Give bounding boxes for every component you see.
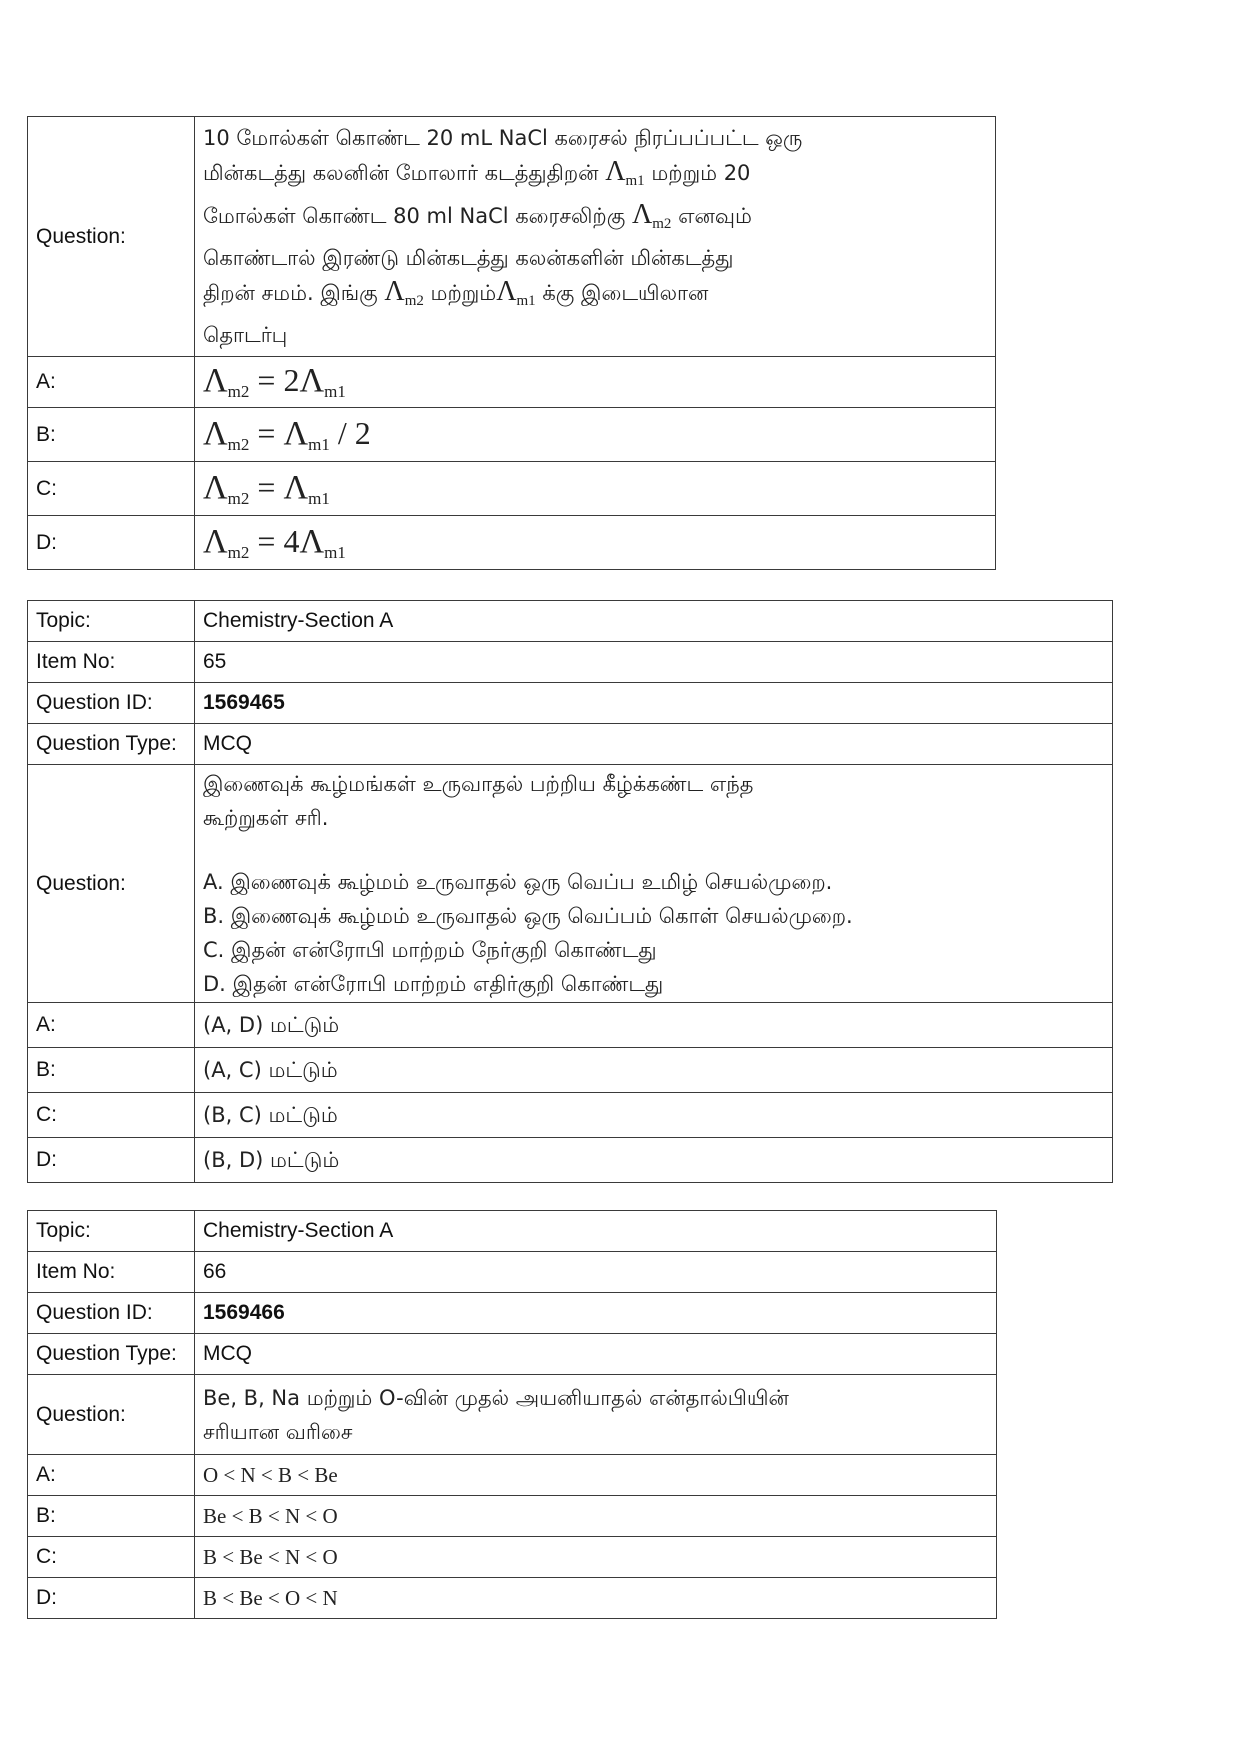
option-label-c: C: <box>28 462 195 516</box>
option-a-formula: $\Lambda_{m2} = 2\Lambda_{m1}$ <box>195 357 996 408</box>
question-line: மோல்கள் கொண்ட 80 ml NaCl கரைசலிற்கு $\Lambda_{m2}$ எனவும் <box>203 199 752 232</box>
option-c-text: B < Be < N < O <box>195 1537 997 1578</box>
lambda-symbol: Λ <box>384 276 405 307</box>
option-row-c <box>28 1537 997 1578</box>
statement-b: B. இணைவுக் கூழ்மம் உருவாதல் ஒரு வெப்பம் கொள் செயல்முறை. <box>203 903 853 928</box>
question-text <box>195 1375 997 1455</box>
option-label-b: B: <box>28 1496 195 1537</box>
item-row <box>28 1252 997 1293</box>
question-type-row <box>28 1334 997 1375</box>
question-id-label: Question ID: <box>28 683 195 724</box>
question-text <box>195 765 1113 1003</box>
topic-row <box>28 1211 997 1252</box>
topic-label: Topic: <box>28 601 195 642</box>
option-label-c: C: <box>28 1537 195 1578</box>
question-id-row <box>28 1293 997 1334</box>
question-type-value: MCQ <box>195 1334 997 1375</box>
option-label-d: D: <box>28 1138 195 1183</box>
topic-label: Topic: <box>28 1211 195 1252</box>
option-label-a: A: <box>28 1003 195 1048</box>
lambda-symbol: Λ <box>605 156 626 187</box>
option-row-a <box>28 357 996 408</box>
item-no-label: Item No: <box>28 642 195 683</box>
question-row <box>28 765 1113 1003</box>
question-line: 10 மோல்கள் கொண்ட 20 mL NaCl கரைசல் நிரப்பப்பட்ட ஒரு <box>203 126 803 150</box>
option-d-formula: $\Lambda_{m2} = 4\Lambda_{m1}$ <box>195 516 996 570</box>
question-label: Question: <box>28 1375 195 1455</box>
option-c-text: (B, C) மட்டும் <box>195 1093 1113 1138</box>
option-row-d <box>28 1138 1113 1183</box>
question-label: Question: <box>28 765 195 1003</box>
question-type-value: MCQ <box>195 724 1113 765</box>
question-label: Question: <box>28 117 195 357</box>
question-line: Be, B, Na மற்றும் O-வின் முதல் அயனியாதல் என்தால்பியின் <box>203 1385 789 1410</box>
question-id-value: 1569466 <box>195 1293 997 1334</box>
option-row-a <box>28 1455 997 1496</box>
option-a-text: O < N < B < Be <box>195 1455 997 1496</box>
question-table-2 <box>27 600 1113 1183</box>
item-no-value: 65 <box>195 642 1113 683</box>
item-no-label: Item No: <box>28 1252 195 1293</box>
option-b-text: (A, C) மட்டும் <box>195 1048 1113 1093</box>
question-line: கொண்டால் இரண்டு மின்கடத்து கலன்களின் மின்கடத்து <box>203 246 734 270</box>
question-text <box>195 117 996 357</box>
question-row <box>28 1375 997 1455</box>
option-row-b <box>28 1048 1113 1093</box>
option-a-text: (A, D) மட்டும் <box>195 1003 1113 1048</box>
option-label-d: D: <box>28 516 195 570</box>
question-id-value: 1569465 <box>195 683 1113 724</box>
statement-a: A. இணைவுக் கூழ்மம் உருவாதல் ஒரு வெப்ப உமிழ் செயல்முறை. <box>203 869 833 894</box>
question-line: இணைவுக் கூழ்மங்கள் உருவாதல் பற்றிய கீழ்க்கண்ட எந்த <box>203 771 754 796</box>
option-b-formula: $\Lambda_{m2} = \Lambda_{m1} / 2$ <box>195 408 996 462</box>
question-line: திறன் சமம். இங்கு $\Lambda_{m2}$ $மற்றும்\Lambda_{m1}$ க்கு இடையிலான <box>203 276 709 309</box>
option-c-formula: $\Lambda_{m2} = \Lambda_{m1}$ <box>195 462 996 516</box>
statement-c: C. இதன் என்ரோபி மாற்றம் நேர்குறி கொண்டது <box>203 937 657 962</box>
option-row-c <box>28 1093 1113 1138</box>
question-line: கூற்றுகள் சரி. <box>203 805 329 830</box>
option-label-d: D: <box>28 1578 195 1619</box>
option-label-c: C: <box>28 1093 195 1138</box>
option-label-a: A: <box>28 357 195 408</box>
question-row <box>28 117 996 357</box>
topic-row <box>28 601 1113 642</box>
question-line: மின்கடத்து கலனின் மோலார் கடத்துதிறன் $\Lambda_{m1}$ மற்றும் 20 <box>203 156 751 189</box>
option-label-b: B: <box>28 408 195 462</box>
question-id-label: Question ID: <box>28 1293 195 1334</box>
question-type-label: Question Type: <box>28 1334 195 1375</box>
option-b-text: Be < B < N < O <box>195 1496 997 1537</box>
question-type-row <box>28 724 1113 765</box>
option-row-d <box>28 1578 997 1619</box>
question-line: தொடர்பு <box>203 323 288 347</box>
option-row-a <box>28 1003 1113 1048</box>
lambda-symbol: Λ <box>631 199 653 230</box>
lambda-symbol: Λ <box>496 276 517 307</box>
option-d-text: B < Be < O < N <box>195 1578 997 1619</box>
option-row-b <box>28 408 996 462</box>
topic-value: Chemistry-Section A <box>195 1211 997 1252</box>
item-row <box>28 642 1113 683</box>
option-row-b <box>28 1496 997 1537</box>
item-no-value: 66 <box>195 1252 997 1293</box>
topic-value: Chemistry-Section A <box>195 601 1113 642</box>
question-id-row <box>28 683 1113 724</box>
question-type-label: Question Type: <box>28 724 195 765</box>
option-row-d <box>28 516 996 570</box>
option-row-c <box>28 462 996 516</box>
option-d-text: (B, D) மட்டும் <box>195 1138 1113 1183</box>
option-label-a: A: <box>28 1455 195 1496</box>
option-label-b: B: <box>28 1048 195 1093</box>
question-table-1 <box>27 116 996 570</box>
statement-d: D. இதன் என்ரோபி மாற்றம் எதிர்குறி கொண்டது <box>203 971 664 996</box>
question-line: சரியான வரிசை <box>203 1419 353 1444</box>
question-table-3 <box>27 1210 997 1619</box>
